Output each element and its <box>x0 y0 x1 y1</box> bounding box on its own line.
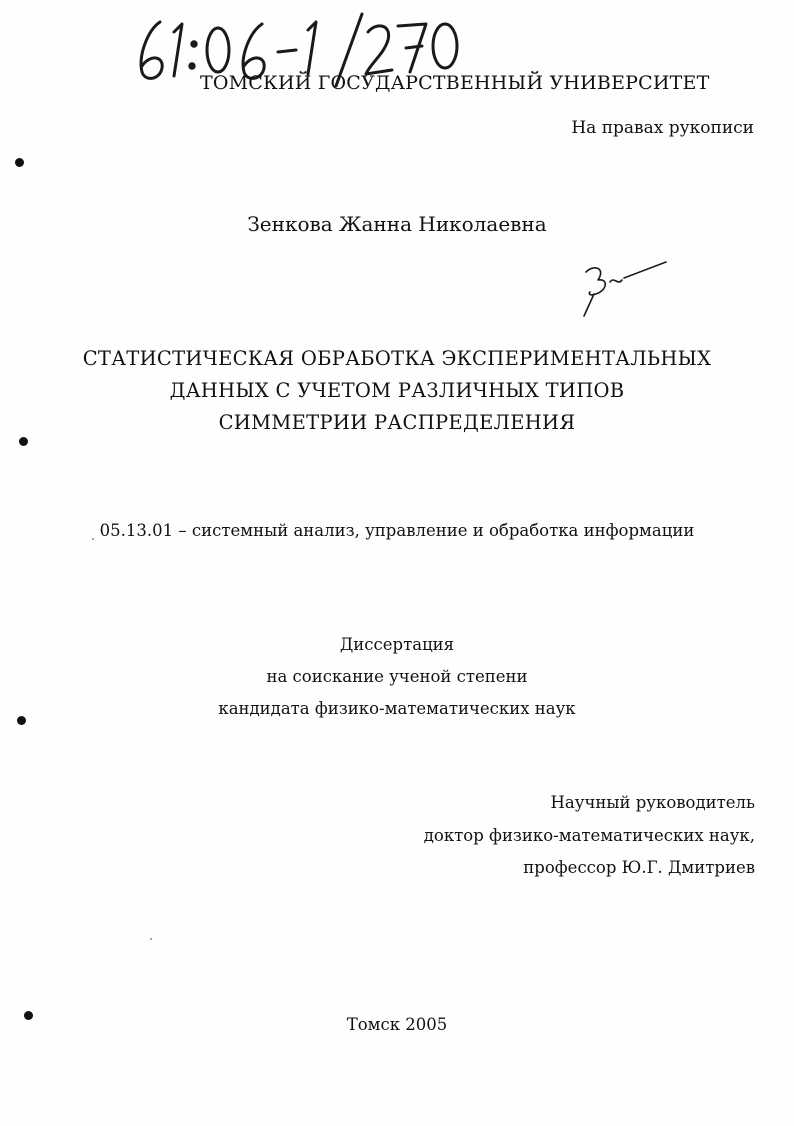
city-year: Томск 2005 <box>346 1015 448 1034</box>
author-signature <box>580 258 670 318</box>
dissertation-title <box>0 343 794 439</box>
title-line: СТАТИСТИЧЕСКАЯ ОБРАБОТКА ЭКСПЕРИМЕНТАЛЬНЫХ <box>82 347 712 370</box>
margin-punch-mark <box>24 1011 33 1020</box>
scan-speck <box>150 938 152 940</box>
supervisor-line: профессор Ю.Г. Дмитриев <box>523 858 755 877</box>
title-line: СИММЕТРИИ РАСПРЕДЕЛЕНИЯ <box>218 411 576 434</box>
author-name: Зенкова Жанна Николаевна <box>247 212 547 236</box>
rights-note: На правах рукописи <box>571 118 754 138</box>
specialty-code: 05.13.01 – системный анализ, управление и обработка информации <box>99 521 695 540</box>
margin-punch-mark <box>19 437 28 446</box>
supervisor-line: Научный руководитель <box>550 793 755 812</box>
supervisor-line: доктор физико-математических наук, <box>423 825 755 845</box>
supervisor-info <box>424 787 755 885</box>
degree-line: Диссертация <box>339 635 455 654</box>
signature-drawing <box>580 258 670 318</box>
margin-punch-mark <box>15 158 24 167</box>
degree-line: на соискание ученой степени <box>266 667 528 686</box>
university-name: ТОМСКИЙ ГОСУДАРСТВЕННЫЙ УНИВЕРСИТЕТ <box>200 72 710 94</box>
degree-statement <box>0 629 794 725</box>
margin-punch-mark <box>17 716 26 725</box>
degree-line: кандидата физико-математических наук <box>218 699 576 718</box>
title-line: ДАННЫХ С УЧЕТОМ РАЗЛИЧНЫХ ТИПОВ <box>169 379 625 402</box>
scan-speck <box>92 538 94 540</box>
